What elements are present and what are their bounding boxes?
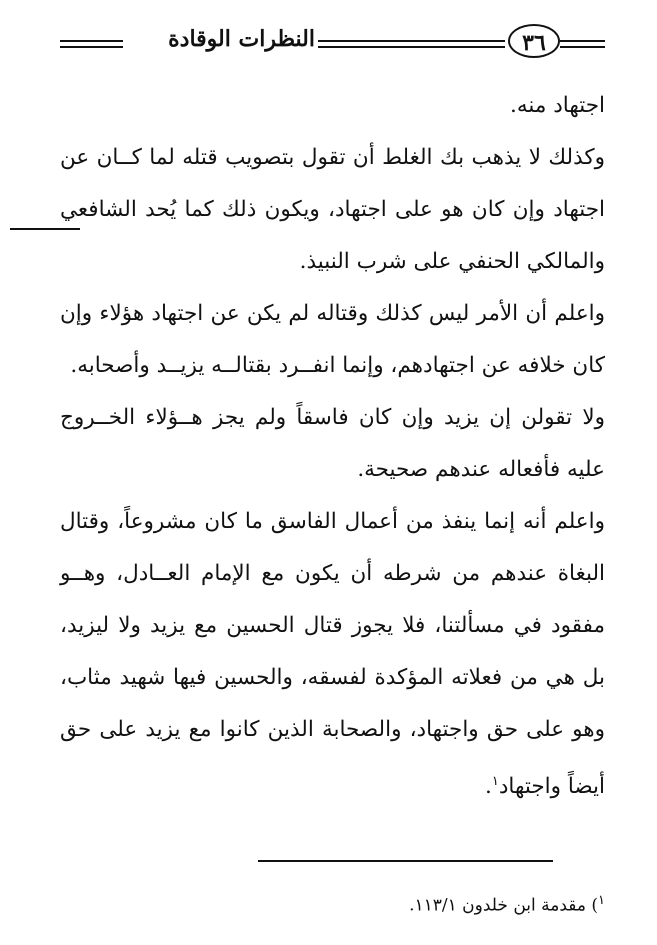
paragraph: ولا تقولن إن يزيد وإن كان فاسقاً ولم يجز هــؤلاء الخــروج عليه فأفعاله عندهم صحيحة. — [60, 405, 605, 482]
footnote-marker: ١ — [598, 893, 605, 908]
footnote-separator — [258, 860, 553, 862]
header-rule — [560, 46, 605, 48]
paragraph: واعلم أنه إنما ينفذ من أعمال الفاسق ما كان مشروعاً، وقتال البغاة عندهم من شرطه أن يكون مع الإمام العــادل، وهــو مفقود في مسألتنا، فلا يجوز قتال الحسين مع يزيد ولا ليزيد، بل هي من فعلاته المؤكدة لفسقه، والحسين فيها شهيد مثاب، وهو على حق واجتهاد، والصحابة الذين كانوا مع يزيد على حق أيضاً واجتهاد$^١$. — [60, 509, 605, 800]
book-title: النظرات الوقادة — [168, 26, 315, 52]
header-rule — [560, 40, 605, 42]
paragraph-text: واعلم أنه إنما ينفذ من أعمال الفاسق ما كان مشروعاً، وقتال البغاة عندهم من شرطه أن يكون مع الإمام العــادل، وهــو مفقود في مسألتنا، فلا يجوز قتال الحسين مع يزيد ولا ليزيد، بل هي من فعلاته المؤكدة لفسقه، والحسين فيها شهيد مثاب، وهو على حق واجتهاد، والصحابة الذين كانوا مع يزيد على حق أيضاً واجتهاد — [60, 509, 605, 800]
page-header — [60, 18, 605, 68]
body-text — [60, 80, 605, 813]
header-rule — [318, 40, 505, 42]
header-rule — [60, 46, 123, 48]
header-rule — [60, 40, 123, 42]
paragraph: وكذلك لا يذهب بك الغلط أن تقول بتصويب قتله لما كــان عن اجتهاد وإن كان هو على اجتهاد، ويكون ذلك كما يُحد الشافعي والمالكي الحنفي على شرب النبيذ. — [60, 145, 605, 274]
header-rule — [318, 46, 505, 48]
footnote-text: ) مقدمة ابن خلدون ١١٣/١. — [409, 895, 599, 916]
paragraph: واعلم أن الأمر ليس كذلك وقتاله لم يكن عن اجتهاد هؤلاء وإن كان خلافه عن اجتهادهم، وإنما انفــرد بقتالــه يزيــد وأصحابه. — [60, 301, 605, 378]
footnote — [409, 893, 605, 916]
page-number: ٣٦ — [508, 24, 560, 58]
paragraph: اجتهاد منه. — [510, 93, 605, 118]
footnote-reference[interactable]: ١ — [491, 774, 499, 789]
